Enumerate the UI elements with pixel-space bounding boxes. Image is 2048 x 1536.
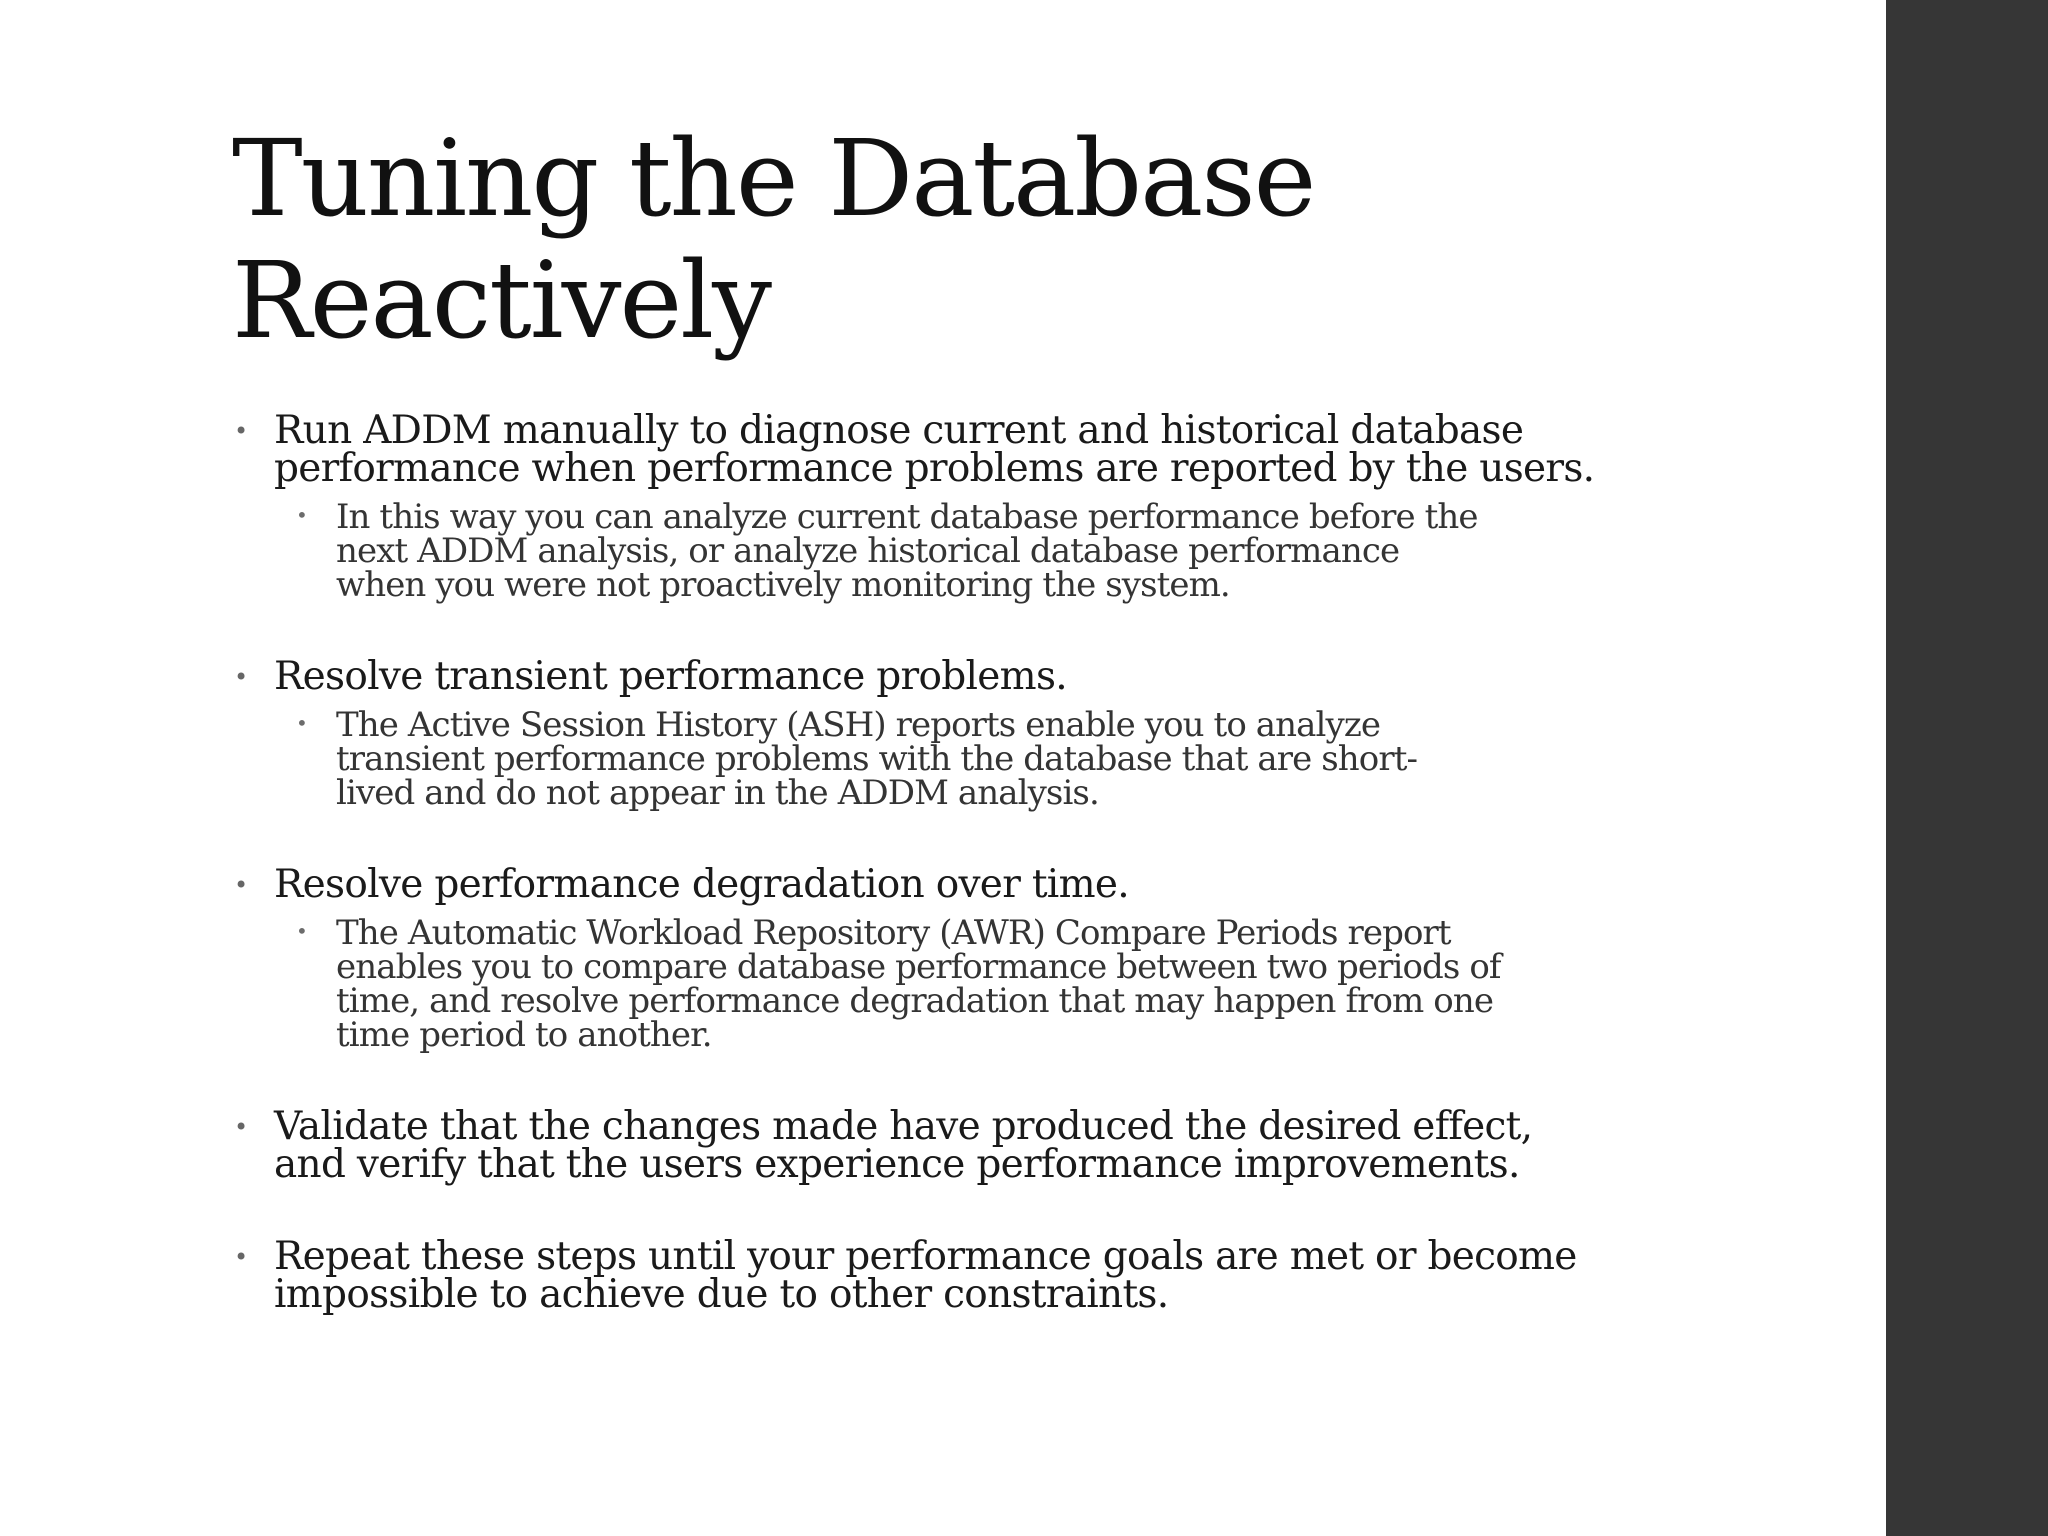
bullet-validate-changes: [232, 1104, 1652, 1187]
bullet-dot-icon: •: [234, 1113, 248, 1141]
sub-bullet-run-addm: [232, 497, 1652, 605]
sub-bullet-line: next ADDM analysis, or analyze historical database performance: [336, 531, 1400, 571]
sub-bullet-awr-compare: [232, 913, 1652, 1055]
side-accent-bar: [1886, 0, 2048, 1536]
sub-bullet-line: transient performance problems with the database that are short-: [336, 739, 1418, 779]
bullet-line: Repeat these steps until your performance goals are met or become: [274, 1234, 1577, 1279]
spacer: [232, 1184, 1652, 1238]
slide-title-line-1: Tuning the Database: [232, 117, 1315, 240]
sub-bullet-line: time, and resolve performance degradation that may happen from one: [336, 981, 1494, 1021]
bullet-dot-icon: •: [234, 417, 248, 445]
sub-bullet-line: lived and do not appear in the ADDM analysis.: [336, 773, 1099, 813]
bullet-line: impossible to achieve due to other constraints.: [274, 1272, 1169, 1317]
bullet-main-text: [232, 1234, 1652, 1317]
sub-bullet-dot-icon: •: [296, 503, 307, 527]
bullet-main-text: [232, 1104, 1652, 1187]
sub-bullet-line: The Automatic Workload Repository (AWR) Compare Periods report: [336, 913, 1451, 953]
spacer: [232, 810, 1652, 866]
sub-bullet-line: time period to another.: [336, 1015, 712, 1055]
bullet-line: performance when performance problems are reported by the users.: [274, 446, 1595, 491]
bullet-line: Resolve transient performance problems.: [274, 654, 1067, 699]
sub-bullet-dot-icon: •: [296, 919, 307, 943]
bullet-degradation-over-time: [232, 862, 1652, 1055]
bullet-transient-problems: [232, 654, 1652, 813]
sub-bullet-line: The Active Session History (ASH) reports enable you to analyze: [336, 705, 1381, 745]
bullet-run-addm: [232, 408, 1652, 605]
spacer: [232, 602, 1652, 658]
sub-bullet-dot-icon: •: [296, 711, 307, 735]
bullet-line: Resolve performance degradation over time.: [274, 862, 1129, 907]
bullet-repeat-steps: [232, 1234, 1652, 1317]
sub-bullet-line: enables you to compare database performance between two periods of: [336, 947, 1501, 987]
bullet-line: and verify that the users experience performance improvements.: [274, 1142, 1520, 1187]
bullet-main-text: [232, 654, 1652, 699]
bullet-dot-icon: •: [234, 1243, 248, 1271]
bullet-dot-icon: •: [234, 871, 248, 899]
bullet-line: Validate that the changes made have produced the desired effect,: [274, 1104, 1533, 1149]
slide-title-line-2: Reactively: [232, 239, 771, 362]
slide-content: [232, 408, 1652, 1317]
bullet-main-text: [232, 408, 1652, 491]
slide-title: [232, 118, 1812, 362]
sub-bullet-ash-reports: [232, 705, 1652, 813]
sub-bullet-line: In this way you can analyze current database performance before the: [336, 497, 1478, 537]
bullet-dot-icon: •: [234, 663, 248, 691]
bullet-main-text: [232, 862, 1652, 907]
sub-bullet-line: when you were not proactively monitoring the system.: [336, 565, 1230, 605]
spacer: [232, 1052, 1652, 1108]
bullet-line: Run ADDM manually to diagnose current and historical database: [274, 408, 1524, 453]
